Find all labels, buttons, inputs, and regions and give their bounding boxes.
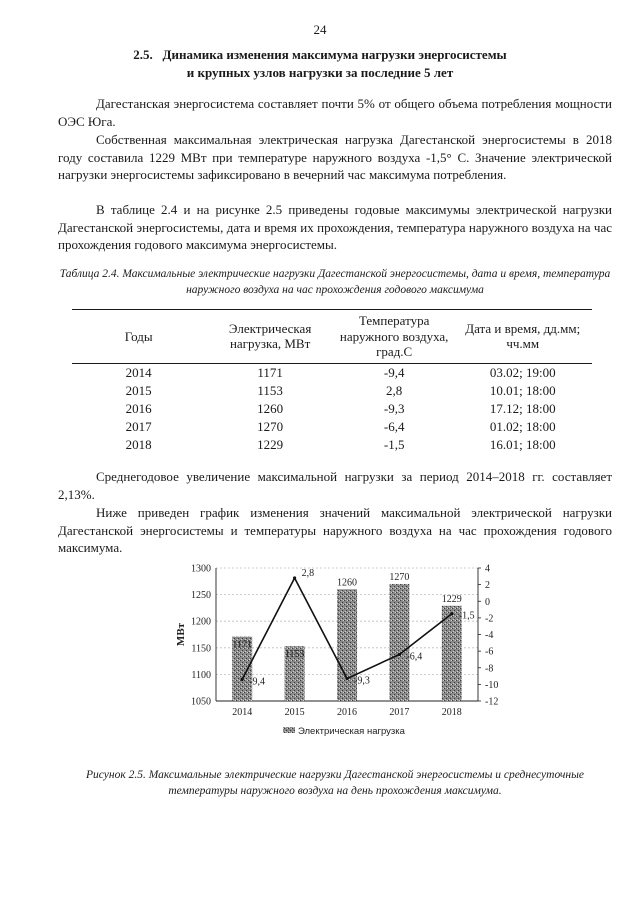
table-cell: 03.02; 19:00 xyxy=(489,364,556,380)
bar-value-label: 1229 xyxy=(441,593,462,605)
table-row xyxy=(72,363,592,382)
section-heading xyxy=(60,46,580,82)
page-number: 24 xyxy=(313,22,327,37)
section-title-line2: и крупных узлов нагрузки за последние 5 лет xyxy=(186,65,454,80)
temperature-value-label: -9,4 xyxy=(249,676,266,688)
paragraph-share: Дагестанская энергосистема составляет почти 5% от общего объема потребления мощности ОЭС Юга. xyxy=(58,96,612,129)
temperature-point xyxy=(345,677,348,680)
table-cell: 16.01; 18:00 xyxy=(489,436,556,452)
temperature-value-label: -1,5 xyxy=(458,610,475,622)
y-tick-label: 1150 xyxy=(191,643,211,655)
table-header-row xyxy=(72,310,592,364)
x-tick-label: 2017 xyxy=(389,707,410,718)
table-cell: -6,4 xyxy=(383,418,405,434)
temperature-value-label: -9,3 xyxy=(354,675,370,687)
figure-caption: Рисунок 2.5. Максимальные электрические нагрузки Дагестанской энергосистемы и среднесуточные температуры наружного воздуха на день прохождения максимума. xyxy=(86,769,584,797)
y2-tick-label: -8 xyxy=(485,663,494,675)
table-cell: 2016 xyxy=(125,400,152,416)
load-table xyxy=(72,309,592,454)
bar-value-label: 1260 xyxy=(337,577,357,589)
table-cell: 1260 xyxy=(257,400,284,416)
temperature-value-label: 2,8 xyxy=(301,567,315,579)
bar-value-label: 1153 xyxy=(284,649,305,661)
table-header-cell: Годы xyxy=(72,310,205,364)
table-cell: 1171 xyxy=(257,364,283,380)
table-cell: 10.01; 18:00 xyxy=(489,382,556,398)
paragraph-max-load: Собственная максимальная электрическая нагрузка Дагестанской энергосистемы в 2018 году составила 1229 МВт при температуре наружного воздуха -1,5° С. Значение электрической нагрузки энергосистемы зафиксировано в вечерний час максимума потребления. xyxy=(58,132,612,182)
y-tick-label: 1100 xyxy=(191,669,211,681)
y2-tick-label: 2 xyxy=(485,580,490,592)
table-header-cell: Температура наружного воздуха, град.С xyxy=(335,310,454,364)
table-cell: 1153 xyxy=(257,382,283,398)
x-tick-label: 2015 xyxy=(284,707,305,718)
table-cell: 01.02; 18:00 xyxy=(489,418,556,434)
table-cell: -9,4 xyxy=(383,364,405,380)
table-cell: 2014 xyxy=(125,364,152,380)
y2-tick-label: -4 xyxy=(485,630,494,641)
load-temperature-chart xyxy=(160,560,500,742)
y2-tick-label: 4 xyxy=(485,563,490,575)
temperature-point xyxy=(293,576,296,579)
temperature-value-label: -6,4 xyxy=(406,651,423,663)
table-cell: 17.12; 18:00 xyxy=(489,400,556,416)
legend-label: Электрическая нагрузка xyxy=(298,726,405,737)
y2-tick-label: -6 xyxy=(485,646,494,658)
paragraph-growth: Среднегодовое увеличение максимальной нагрузки за период 2014–2018 гг. составляет 2,13%. xyxy=(58,469,612,502)
table-cell: 2,8 xyxy=(386,382,403,398)
table-row xyxy=(72,400,592,418)
table-cell: 2015 xyxy=(125,382,152,398)
y-tick-label: 1050 xyxy=(191,696,211,708)
table-cell: 1229 xyxy=(257,436,284,452)
y-tick-label: 1200 xyxy=(191,616,211,628)
legend-swatch xyxy=(283,727,295,733)
x-tick-label: 2016 xyxy=(337,707,357,718)
temperature-point xyxy=(398,653,401,656)
table-row xyxy=(72,436,592,454)
y-tick-label: 1300 xyxy=(191,563,211,575)
x-tick-label: 2018 xyxy=(441,707,462,718)
temperature-point xyxy=(450,612,453,615)
table-caption: Таблица 2.4. Максимальные электрические нагрузки Дагестанской энергосистемы, дата и время, температура наружного воздуха на час прохождения годового максимума xyxy=(59,268,611,296)
table-cell: -1,5 xyxy=(383,436,405,452)
bar xyxy=(389,584,409,701)
table-header-cell: Электрическая нагрузка, МВт xyxy=(205,310,335,364)
table-cell: -9,3 xyxy=(383,400,405,416)
table-cell: 2017 xyxy=(125,418,152,434)
section-title-line1: Динамика изменения максимума нагрузки энергосистемы xyxy=(162,47,507,62)
table-row xyxy=(72,418,592,436)
table-row xyxy=(72,382,592,400)
table-cell: 1270 xyxy=(257,418,284,434)
table-header-cell: Дата и время, дд.мм; чч.мм xyxy=(453,310,592,364)
y2-tick-label: -2 xyxy=(485,613,494,625)
y2-tick-label: 0 xyxy=(485,596,490,608)
x-tick-label: 2014 xyxy=(232,707,253,718)
paragraph-chart-intro: Ниже приведен график изменения значений максимальной электрической нагрузки Дагестанской энергосистемы и температуры наружного воздуха на час прохождения годового максимума. xyxy=(58,505,612,555)
section-heading-line1 xyxy=(60,46,580,64)
temperature-point xyxy=(241,678,244,681)
bar-value-label: 1270 xyxy=(389,571,410,583)
y2-tick-label: -10 xyxy=(485,679,499,691)
y-axis-label: МВт xyxy=(175,622,187,647)
y-tick-label: 1250 xyxy=(191,590,211,602)
y2-tick-label: -12 xyxy=(485,696,499,708)
section-number: 2.5. xyxy=(133,47,153,62)
table-cell: 2018 xyxy=(125,436,152,452)
bar-value-label: 1171 xyxy=(232,639,253,651)
paragraph-table-intro: В таблице 2.4 и на рисунке 2.5 приведены годовые максимумы электрической нагрузки Дагестанской энергосистемы, дата и время их прохождения, температура наружного воздуха на час прохождения годового максимума энергосистемы. xyxy=(58,202,612,252)
